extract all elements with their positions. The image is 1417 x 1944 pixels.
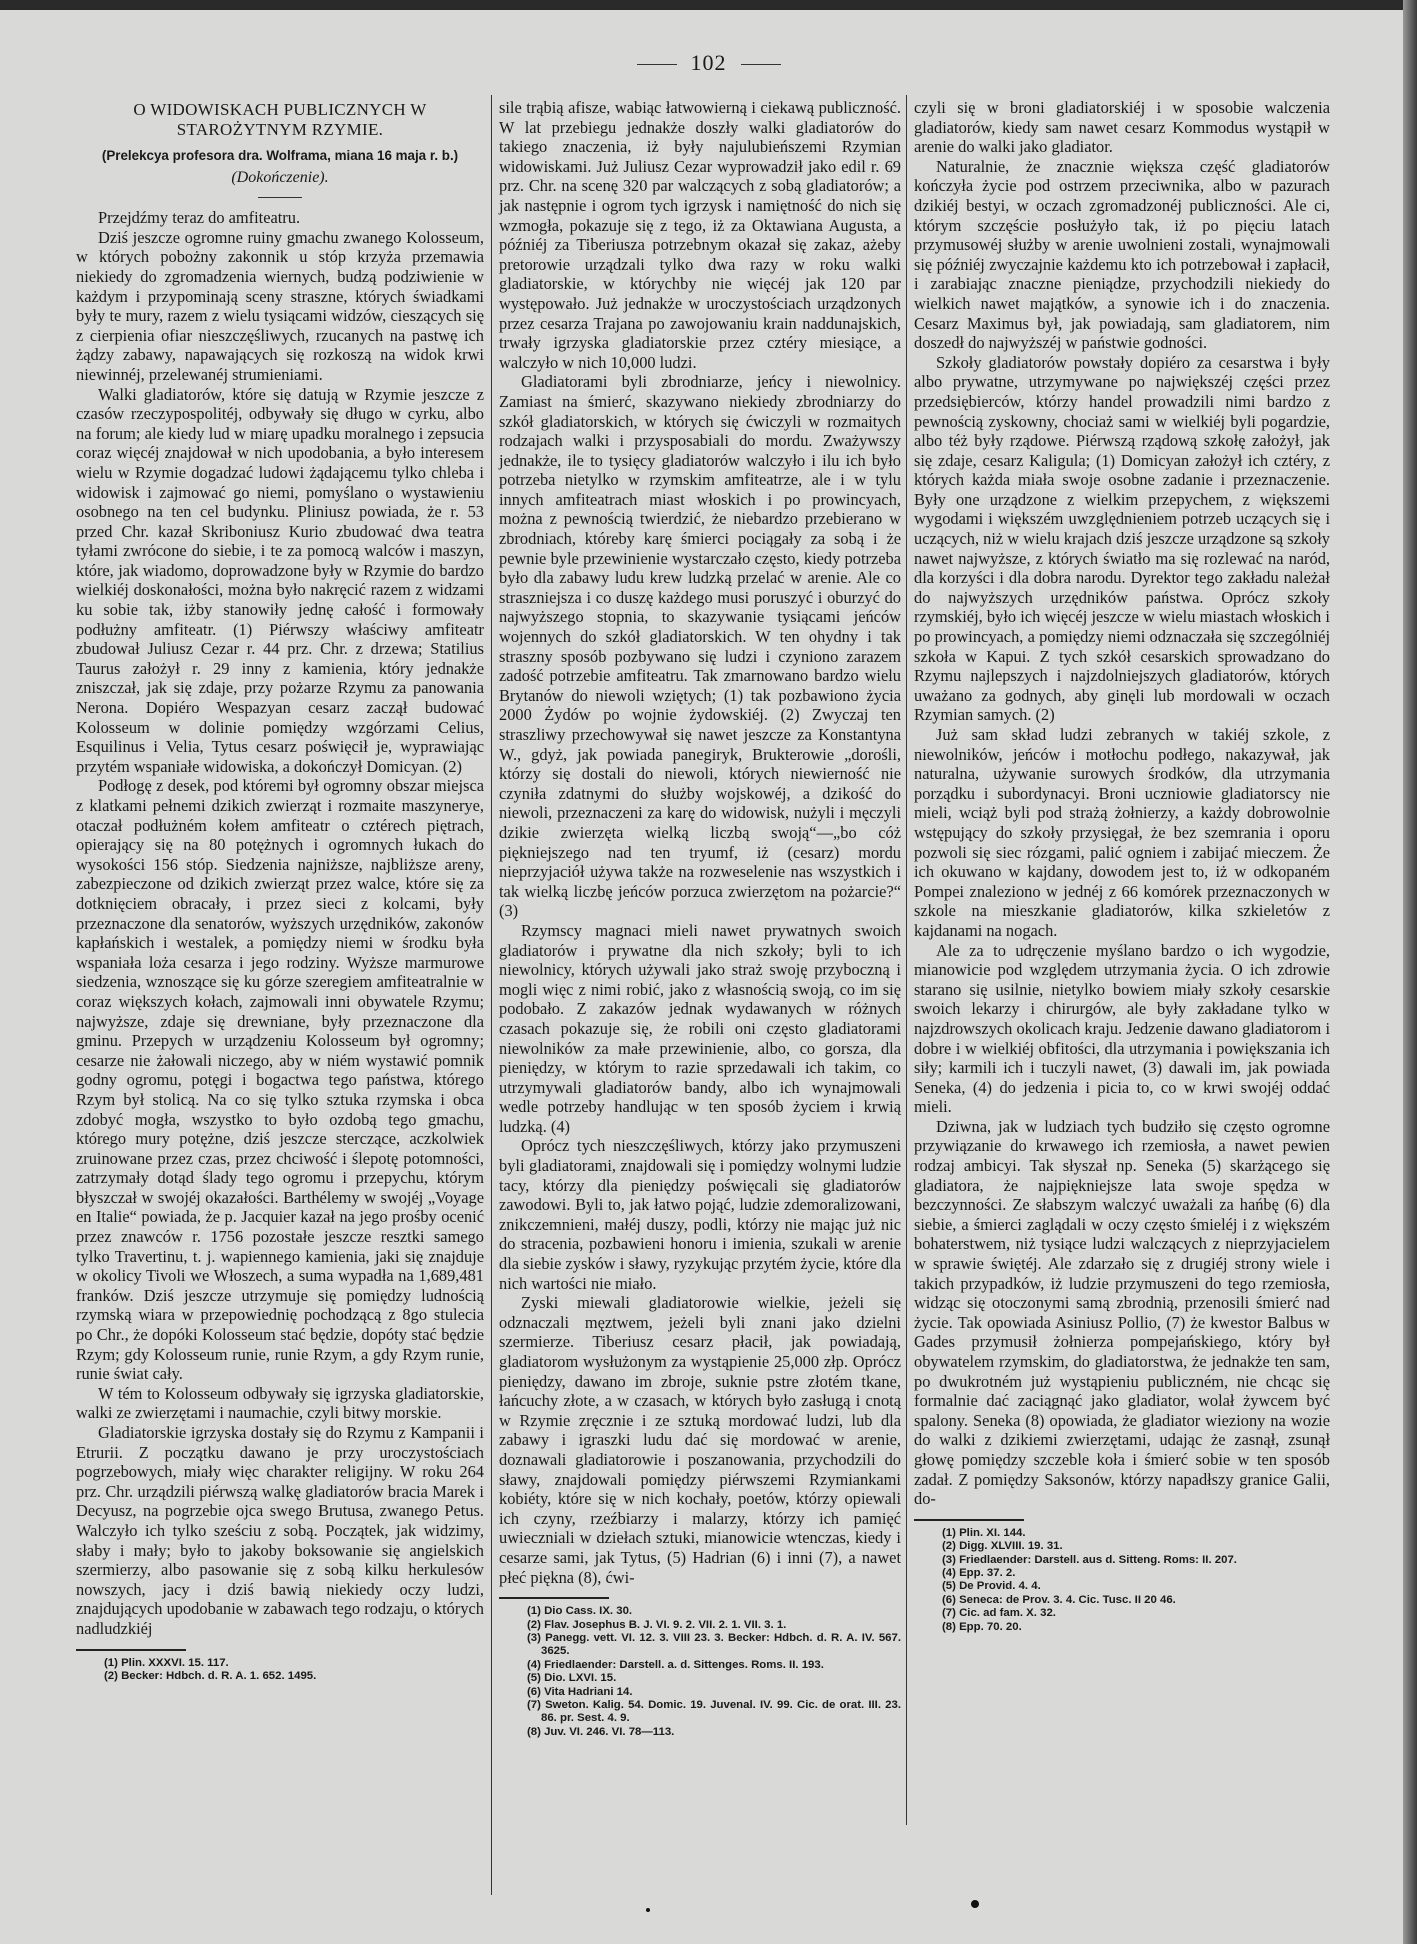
scan-top-edge <box>0 0 1417 10</box>
footnote: (8) Juv. VI. 246. VI. 78—113. <box>527 1725 675 1738</box>
paragraph: Szkoły gladiatorów powstały dopiéro za cesarstwa i były albo prywatne, utrzymywane po największéj części przez przedsiębierców, którzy handel prowadzili nimi bardzo z pewnością zyskowny, chociaż sami w wielkiéj byli pogardzie, albo téż były rządowe. Piérwszą rządową szkołę założył, jak się zdaje, cesarz Kaligula; (1) Domicyan założył ich cztéry, z których każda miała swoje osobne zadanie i przeznaczenie. Były one urządzone z wielkim przepychem, z większemi wygodami i większém uwzględnieniem potrzeb uczących się i uczących, niż w wielu krajach dziś jeszcze urządzone są szkoły nawet najwyższe, z których światło ma się rozlewać na naród, dla korzyści i dla dobra narodu. Dyrektor tego zakładu należał do najwyższych urzędników państwa. Oprócz szkoły rzymskiéj, było ich więcéj jeszcze w wielu miastach włoskich i po prowincyach, a pomiędzy niemi odznaczała się szczególniéj szkoła w Kapui. Z tych szkół cesarskich sprowadzano do Rzymu najlepszych i najzdolniejszych gladiatorów, których uważano za godnych, aby ginęli lub mordowali w oczach Rzymian samych. (2) <box>914 352 1330 725</box>
paragraph: Oprócz tych nieszczęśliwych, którzy jako przymuszeni byli gladiatorami, znajdowali się i pomiędzy wolnymi ludzie tacy, którzy dla pieniędzy poświęcali się gladiatorów zawodowi. Byli to, jak łatwo pojąć, ludzie zdemoralizowani, znikczemnieni, małéj duszy, podli, którzy nie mając już nic do stracenia, pozbawieni honoru i imienia, szukali w arenie dla siebie zysków i sławy, ryzykując przytém życie, które dla nich wartości nie miało. <box>499 1136 901 1293</box>
column-2-body <box>499 98 901 1587</box>
column-rule-2 <box>906 95 907 1825</box>
footnote: (3) Friedlaender: Darstell. aus d. Sitteng. Roms: II. 207. <box>942 1553 1237 1566</box>
footnote: (8) Epp. 70. 20. <box>942 1620 1022 1633</box>
column-3 <box>914 98 1330 1634</box>
footnote: (1) Dio Cass. IX. 30. <box>527 1605 633 1618</box>
footnote: (4) Epp. 37. 2. <box>942 1566 1016 1579</box>
paragraph: Ale za to udręczenie myślano bardzo o ich wygodzie, mianowicie pod względem utrzymania życia. O ich zdrowie starano się usilnie, nietylko bowiem miały szkoły cesarskie swoich lekarzy i chirurgów, ale były zakładane tylko w najzdrowszych okolicach kraju. Jedzenie dawano gladiatorom i dobre i w wielkiéj obfitości, dla utrzymania i powiększania ich siły; karmili ich i tuczyli nawet, (3) dawali im, jak powiada Seneka, (4) do jedzenia i picia to, co w krwi swojéj oddać mieli. <box>914 940 1330 1117</box>
footnote: (1) Plin. XXXVI. 15. 117. <box>104 1656 229 1669</box>
paragraph: Gladiatorskie igrzyska dostały się do Rzymu z Kampanii i Etrurii. Z początku dawano je przy uroczystościach pogrzebowych, miały więc charakter religijny. W roku 264 prz. Chr. urządzili piérwszą walkę gladiatorów bracia Marek i Decyusz, na pogrzebie ojca swego Brutusa, zwanego Petus. Walczyło ich tylko sześciu z sobą. Początek, jak widzimy, słaby i mały; było to jakoby boksowanie się angielskich szermierzy, albo pasowanie się z sobą kilku herkulesów nowszych, jacy i dziś bawią niekiedy oczy ludzi, znajdujących upodobanie w zabawach tego rodzaju, o których nadludzkiéj <box>76 1423 484 1638</box>
paragraph: Zyski miewali gladiatorowie wielkie, jeżeli się odznaczali męztwem, jeżeli byli znani jako dzielni szermierze. Tiberiusz cesarz płacił, jak powiadają, gladiatorom wysłużonym za wystąpienie 25,000 złp. Oprócz pieniędzy, dawano im zbroje, suknie pstre złotém tkane, łańcuchy złote, a w czasach, w których było zasługą i cnotą w Rzymie zręcznie i ze sztuką mordować ludzi, lub dla zabawy i igraszki ludu dać się mordować w arenie, doznawali gladiatorowie i poszanowania, przychodzili do sławy, znajdowali pomiędzy piérwszemi Rzymiankami kobiéty, które się w nich kochały, poetów, którzy opiewali ich czyny, rzeźbiarzy i malarzy, którzy ich pamięć uwieczniali w dziełach sztuki, mianowicie wtenczas, kiedy i cesarze sami, jak Tytus, (5) Hadrian (6) i inni (7), a nawet płeć piękna (8), ćwi- <box>499 1293 901 1587</box>
paragraph: Naturalnie, że znacznie większa część gladiatorów kończyła życie pod ostrzem przeciwnika, albo w pazurach dzikiéj bestyi, w oczach zgromadzonéj publiczności. Ale ci, którym szczęście posłużyło tak, iż po pięciu latach przymusowéj służby w arenie uwolnieni zostali, wynajmowali się późniéj zwyczajnie każdemu kto ich potrzebował i zapłacił, i zarabiając znaczne pieniądze, przychodzili niekiedy do wielkich nawet majątków, a synowie ich i do znaczenia. Cesarz Maximus był, jak powiadają, sam gladiatorem, nim doszedł do najwyższéj w państwie godności. <box>914 156 1330 353</box>
page-number <box>0 50 1417 76</box>
page-number-dash-right <box>741 64 781 65</box>
paragraph: Walki gladiatorów, które się datują w Rzymie jeszcze z czasów rzeczypospolitéj, odbywały się długo w cyrku, albo na forum; ale kiedy lud w miarę upadku moralnego i zepsucia coraz więcéj znajdował w nich upodobania, a było interesem wielu w Rzymie dogadzać ludowi żądającemu tylko chleba i widowisk i zajmować go niemi, pomyślano o wystawieniu osobnego na ten cel budynku. Pliniusz powiada, że r. 53 przed Chr. kazał Skriboniusz Kurio zbudować dwa teatra tyłami zwrócone do siebie, i te za pomocą walców i maszyn, które, jak wiadomo, doprowadzone były w Rzymie do bardzo wielkiéj doskonałości, można było nakręcić razem z widzami ku sobie tak, iżby stanowiły jednę całość i formowały podłużny amfiteatr. (1) Piérwszy właściwy amfiteatr zbudował Juliusz Cezar r. 44 prz. Chr. z drzewa; Statilius Taurus założył r. 29 inny z kamienia, który jednakże zniszczał, jak się zdaje, przy pożarze Rzymu za panowania Nerona. Dopiéro Wespazyan cesarz zaczął budować Kolosseum w dolinie pomiędzy wzgórzami Celius, Esquilinus i Velia, Tytus cesarz poświęcił je, wyprawiając przytém wspaniałe widowiska, a dokończył Domicyan. (2) <box>76 384 484 776</box>
footnote: (7) Cic. ad fam. X. 32. <box>942 1607 1056 1620</box>
footnote: (2) Flav. Josephus B. J. VI. 9. 2. VII. 2. 1. VII. 3. 1. <box>527 1618 787 1631</box>
paragraph: sile trąbią afisze, wabiąc łatwowierną i ciekawą publiczność. W lat przebiegu jednakże doszły walki gladiatorów do takiego znaczenia, iż były najulubieńszemi Rzymian widowiskami. Już Juliusz Cezar wyprowadził jako edil r. 69 prz. Chr. na scenę 320 par walczących z sobą gladiatorów; a jak następnie i ogrom tych igrzysk i namiętność do nich się wzmogła, pokazuje się z tego, iż za Oktawiana Augusta, a późniéj za Tiberiusza potrzebnym okazał się zakaz, ażeby pretorowie urządzali tylko dwa razy w roku walki gladiatorskie, w którychby nie więcéj jak 120 par występowało. Już jednakże w uroczystościach urządzonych przez cesarza Trajana po zawojowaniu krain naddunajskich, trwały igrzyska gladiatorskie przez cztéry miesiące, a walczyło w nich 10,000 ludzi. <box>499 98 901 372</box>
paragraph: Dziwna, jak w ludziach tych budziło się często ogromne przywiązanie do krwawego ich rzemiosła, a nawet pewien rodzaj ambicyi. Tak słyszał np. Seneka (5) skarżącego się gladiatora, że najpiękniejsze lata swoje spędza w bezczynności. Ze słabszym walczyć uważali za hańbę (6) dla siebie, a śmierci zaglądali w oczy często śmieléj i z większém bohaterstwem, niż tysiące ludzi walczących z nieprzyjacielem w sprawie świętéj. Ale zdarzało się z drugiéj strony wiele i takich przypadków, iż ludzie przymuszeni do tego rzemiosła, widząc się otoczonymi samą zbrodnią, przenosili śmierć nad życie. Tak opowiada Asiniusz Pollio, (7) że kwestor Balbus w Gades przymusił żołnierza pompejańskiego, który był obywatelem rzymskim, do gladiatorstwa, że jednakże ten sam, po dwukrotném już wystąpieniu publiczném, nie chcąc się formalnie dać zaciągnąć jako gladiator, wolał żywcem być spalony. Seneka (8) opowiada, że gladiator wieziony na wozie do walki z dzikiemi zwierzętami, udając że zasnął, zsunął głowę pomiędzy szczeble koła i śmierć sobie w ten sposób zadał. Z pomiędzy Saksonów, którzy napadłszy granice Galii, do- <box>914 1116 1330 1509</box>
page-number-text: 102 <box>690 50 727 75</box>
title-separator <box>258 197 302 198</box>
column-rule-1 <box>491 95 492 1895</box>
footnotes <box>499 1605 901 1739</box>
paragraph: Gladiatorami byli zbrodniarze, jeńcy i niewolnicy. Zamiast na śmierć, skazywano niekiedy zbrodniarzy do szkół gladiatorskich, w których się ćwiczyli w rozmaitych rodzajach walki i przysposabiali do mordu. Zważywszy jednakże, ile to tysięcy gladiatorów walczyło i ilu ich było potrzeba nietylko w rzymskim amfiteatrze, ale i w tylu innych amfiteatrach miast włoskich i po prowincyach, można z pewnością twierdzić, że niebardzo przebierano w zbrodniach, któreby karę śmierci pociągały za sobą i że pewnie byle przewinienie wystarczało często, kiedy potrzeba było dla zabawy ludu krew ludzką przelać w arenie. Ale co straszniejsza i co duszę każdego musi poruszyć i oburzyć do najwyższego stopnia, to skazywanie tysiącami jeńców wojennych do szkół gladiatorskich. W ten ohydny i tak straszny sposób pozbywano się ludzi i czyniono zarazem zadość potrzebie amfiteatru. Tak zmarnowano bardzo wielu Brytanów do niewoli wziętych; (1) tak pozbawiono życia 2000 Żydów po wojnie żydowskiéj. (2) Zwyczaj ten straszliwy przechowywał się nawet jeszcze za Konstantyna W., gdyż, jak powiada panegiryk, Brukterowie „dorośli, którzy się dostali do niewoli, których niewierność nie czyniła zdatnymi do służby wojskowéj, a dzikość do niewoli, przeznaczeni za karę do widowisk, nużyli i męczyli dzikie zwierzęta wielką liczbą swoją“—„bo cóż piękniejszego nad ten tryumf, iż (cesarz) mordu nieprzyjaciół używa także na rozweselenie nas wszystkich i tak wielką liczbę jeńców porzuca zwierzętom na pożarcie?“ (3) <box>499 372 901 921</box>
column-3-body <box>914 98 1330 1509</box>
ink-speck <box>646 1908 650 1912</box>
footnote-rule <box>914 1519 1024 1521</box>
article-subtitle: (Prelekcya profesora dra. Wolframa, miana 16 maja r. b.) <box>101 148 459 163</box>
article-title: O WIDOWISKACH PUBLICZNYCH W STAROŻYTNYM RZYMIE. <box>133 100 427 139</box>
footnote: (6) Seneca: de Prov. 3. 4. Cic. Tusc. II 20 46. <box>942 1593 1176 1606</box>
footnote: (7) Sweton. Kalig. 54. Domic. 19. Juvenal. IV. 99. Cic. de orat. III. 23. 86. pr. Sest. 4. 9. <box>527 1698 901 1725</box>
paragraph: Podłogę z desek, pod któremi był ogromny obszar miejsca z klatkami pełnemi dzikich zwierząt i rozmaite maszynerye, otaczał podłużném kołem amfiteatr o cztérech piętrach, opierający się na 80 potężnych i ogromnych łukach do wysokości 156 stóp. Siedzenia najniższe, najbliższe areny, zabezpieczone od dzikich zwierząt przez walce, które się za dotknięciem obracały, i przez sieci z kolcami, były przeznaczone dla senatorów, wyższych urzędników, zakonów kapłańskich i westalek, a pomiędzy niemi w środku była wspaniała loża cesarza i jego rodziny. Wyższe marmurowe siedzenia, wznoszące się ku górze szeregiem amfiteatralnie w coraz większych kołach, zajmowali inni obywatele Rzymu; najwyższe, zdaje się drewniane, były przeznaczone dla gminu. Przepych w urządzeniu Kolosseum był ogromny; cesarze nie żałowali niczego, aby w niém wystawić pomnik godny ogromu, potęgi i bogactwa tego państwa, którego Rzym był stolicą. Na co się tylko sztuka rzymska i obca zdobyć mogła, wszystko to było ozdobą tego gmachu, którego mury potężne, dziś jeszcze sterczące, aczkolwiek zruinowane przez czas, przez chciwość i ślepotę potomności, zatrzymały dotąd ślady tego ogromu i przepychu, którym błyszczał w swojéj okazałości. Barthélemy w swojéj „Voyage en Italie“ powiada, że p. Jacquier kazał na jego prośby ocenić przez znawców r. 1756 pozostałe jeszcze resztki samego tylko Travertinu, t. j. wapiennego kamienia, jaki się znajduje w okolicy Tivoli we Włoszech, a suma wypadła na 1,689,481 franków. Dziś jeszcze utrzymuje się pomiędzy ludnością rzymską wiara w przepowiednię pochodzącą z 8go stulecia po Chr., że dopóki Kolosseum stać będzie, dopóty stać będzie Rzym; gdy Kolosseum runie, runie Rzym, a gdy Rzym runie, runie świat cały. <box>76 776 484 1384</box>
column-1 <box>76 98 484 1683</box>
footnote: (5) Dio. LXVI. 15. <box>527 1672 617 1685</box>
paragraph: Przejdźmy teraz do amfiteatru. <box>98 208 301 228</box>
article-continuation-note: (Dokończenie). <box>231 168 329 186</box>
footnote: (3) Panegg. vett. VI. 12. 3. VIII 23. 3. Becker: Hdbch. d. R. A. IV. 567. 3625. <box>527 1631 901 1658</box>
column-1-body <box>76 208 484 1638</box>
footnote: (4) Friedlaender: Darstell. a. d. Sittenges. Roms. II. 193. <box>527 1658 824 1671</box>
footnote: (5) De Provid. 4. 4. <box>942 1580 1041 1593</box>
footnote-rule <box>76 1649 186 1651</box>
footnote: (6) Vita Hadriani 14. <box>527 1685 633 1698</box>
paragraph: Dziś jeszcze ogromne ruiny gmachu zwanego Kolosseum, w których pobożny zakonnik u stóp krzyża przemawia niekiedy do zgromadzenia wiernych, budzą podziwienie w każdym i przypominają sceny straszne, których świadkami były te mury, razem z wielu tysiącami widzów, cieszących się z cierpienia ofiar nieszczęśliwych, rzucanych na pastwę ich żądzy zabawy, napawających się rozkoszą na widok krwi niewinnéj, przelewanéj strumieniami. <box>76 227 484 384</box>
paragraph: Już sam skład ludzi zebranych w takiéj szkole, z niewolników, jeńców i motłochu podłego, nakazywał, jak naturalna, używanie surowych środków, dla utrzymania porządku i subordynacyi. Broni uczniowie gladiatorscy nie mieli, wciąż byli pod strażą żołnierzy, a każdy dobrowolnie wstępujący do szkoły przysięgał, że bez szemrania i oporu pozwoli się siec rózgami, palić ogniem i zabijać mieczem. Że ich okuwano w kajdany, dowodem jest to, iż w odkopaném Pompei znaleziono w jednéj z 66 komórek przeznaczonych w szkole na mieszkanie gladiatorów, kilka szkieletów z kajdanami na nogach. <box>914 725 1330 940</box>
footnote: (2) Digg. XLVIII. 19. 31. <box>942 1540 1063 1553</box>
ink-speck <box>971 1900 979 1908</box>
footnote-rule <box>499 1597 609 1599</box>
paragraph: czyli się w broni gladiatorskiéj i w sposobie walczenia gladiatorów, kiedy sam nawet cesarz Kommodus wystąpił w arenie do walki jako gladiator. <box>914 98 1330 157</box>
scan-right-edge <box>1403 0 1417 1944</box>
footnotes <box>76 1657 484 1684</box>
page-number-dash-left <box>637 64 677 65</box>
footnotes <box>914 1527 1330 1634</box>
column-2 <box>499 98 901 1739</box>
paragraph: Rzymscy magnaci mieli nawet prywatnych swoich gladiatorów i prywatne dla nich szkoły; byli to ich niewolnicy, których używali jako straż swoję przyboczną i mogli więc z nimi robić, jako z własnością swoją, co im się podobało. Z zakazów jednak wydawanych w różnych czasach pokazuje się, że robili oni często gladiatorami niewolników za małe przewinienie, albo, co gorsza, dla pieniędzy, w którym to razie sprzedawali ich takim, co utrzymywali gladiatorów bandy, albo ich wynajmowali wedle potrzeby handlując w ten sposób życiem i krwią ludzką. (4) <box>499 920 901 1136</box>
footnote: (1) Plin. XI. 144. <box>942 1526 1026 1539</box>
footnote: (2) Becker: Hdbch. d. R. A. 1. 652. 1495. <box>104 1669 317 1682</box>
paragraph: W tém to Kolosseum odbywały się igrzyska gladiatorskie, walki ze zwierzętami i naumachie, czyli bitwy morskie. <box>76 1383 484 1423</box>
